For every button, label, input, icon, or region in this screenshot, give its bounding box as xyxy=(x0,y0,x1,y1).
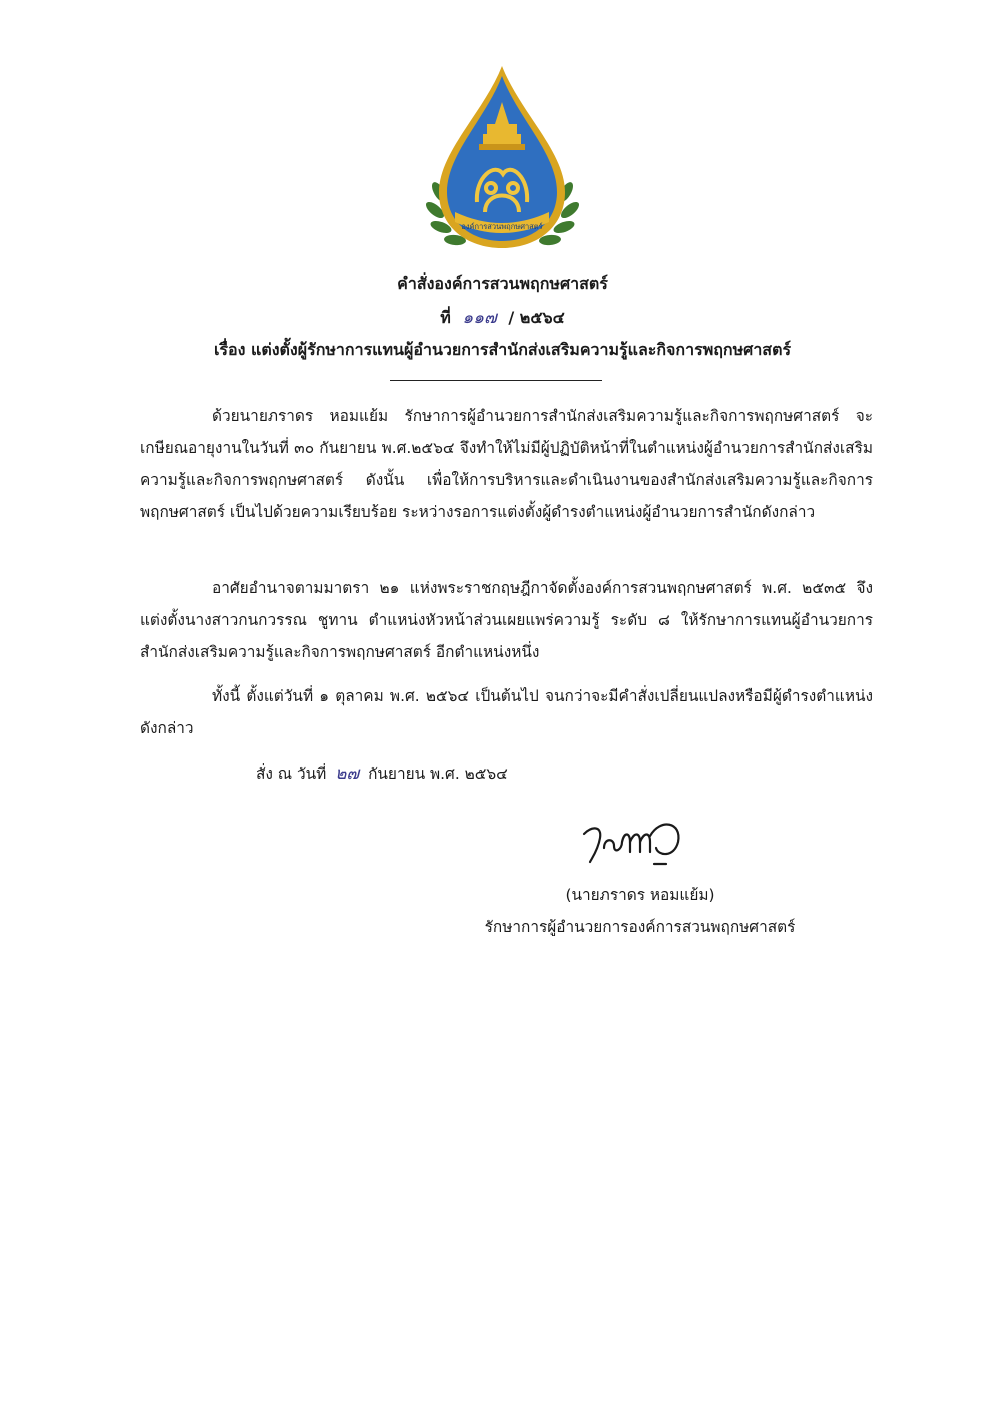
paragraph-1 xyxy=(140,400,873,528)
date-prefix: สั่ง ณ วันที่ xyxy=(256,765,327,783)
order-date xyxy=(256,760,508,787)
date-suffix: กันยายน พ.ศ. ๒๕๖๔ xyxy=(368,765,508,783)
number-handwritten: ๑๑๗ xyxy=(462,308,497,328)
botanical-garden-logo xyxy=(425,62,580,254)
paragraph-3-text: ทั้งนี้ ตั้งแต่วันที่ ๑ ตุลาคม พ.ศ. ๒๕๖๔ เป็นต้นไป จนกว่าจะมีคำสั่งเปลี่ยนแปลงหรือมีผู้ดำรงตำแหน่งดังกล่าว xyxy=(140,687,873,737)
number-year: / ๒๕๖๔ xyxy=(508,308,565,327)
order-title: คำสั่งองค์การสวนพฤกษศาสตร์ xyxy=(397,274,608,293)
paragraph-1-text: ด้วยนายภราดร หอมแย้ม รักษาการผู้อำนวยการสำนักส่งเสริมความรู้และกิจการพฤกษศาสตร์ จะเกษียณอายุงานในวันที่ ๓๐ กันยายน พ.ศ.๒๕๖๔ จึงทำให้ไม่มีผู้ปฏิบัติหน้าที่ในตำแหน่งผู้อำนวยการสำนักส่งเสริมความรู้และกิจการพฤกษศาสตร์ ดังนั้น เพื่อให้การบริหารและดำเนินงานของสำนักส่งเสริมความรู้และกิจการพฤกษศาสตร์ เป็นไปด้วยความเรียบร้อย ระหว่างรอการแต่งตั้งผู้ดำรงตำแหน่งผู้อำนวยการสำนักดังกล่าว xyxy=(140,407,873,521)
signer-position: รักษาการผู้อำนวยการองค์การสวนพฤกษศาสตร์ xyxy=(484,918,796,936)
number-prefix: ที่ xyxy=(440,308,451,327)
title-divider xyxy=(390,380,602,381)
order-number xyxy=(0,304,1005,331)
signature xyxy=(578,812,688,868)
date-day-handwritten: ๒๗ xyxy=(335,764,360,784)
order-subject: เรื่อง แต่งตั้งผู้รักษาการแทนผู้อำนวยการสำนักส่งเสริมความรู้และกิจการพฤกษศาสตร์ xyxy=(213,340,792,359)
paragraph-2 xyxy=(140,572,873,668)
paragraph-2-text: อาศัยอำนาจตามมาตรา ๒๑ แห่งพระราชกฤษฎีกาจัดตั้งองค์การสวนพฤกษศาสตร์ พ.ศ. ๒๕๓๕ จึงแต่งตั้งนางสาวกนกวรรณ ชูทาน ตำแหน่งหัวหน้าส่วนเผยแพร่ความรู้ ระดับ ๘ ให้รักษาการแทนผู้อำนวยการสำนักส่งเสริมความรู้และกิจการพฤกษศาสตร์ อีกตำแหน่งหนึ่ง xyxy=(140,579,873,661)
paragraph-3 xyxy=(140,680,873,744)
signer-name: (นายภราดร หอมแย้ม) xyxy=(565,886,715,904)
logo-caption: องค์การสวนพฤกษศาสตร์ xyxy=(461,222,543,231)
